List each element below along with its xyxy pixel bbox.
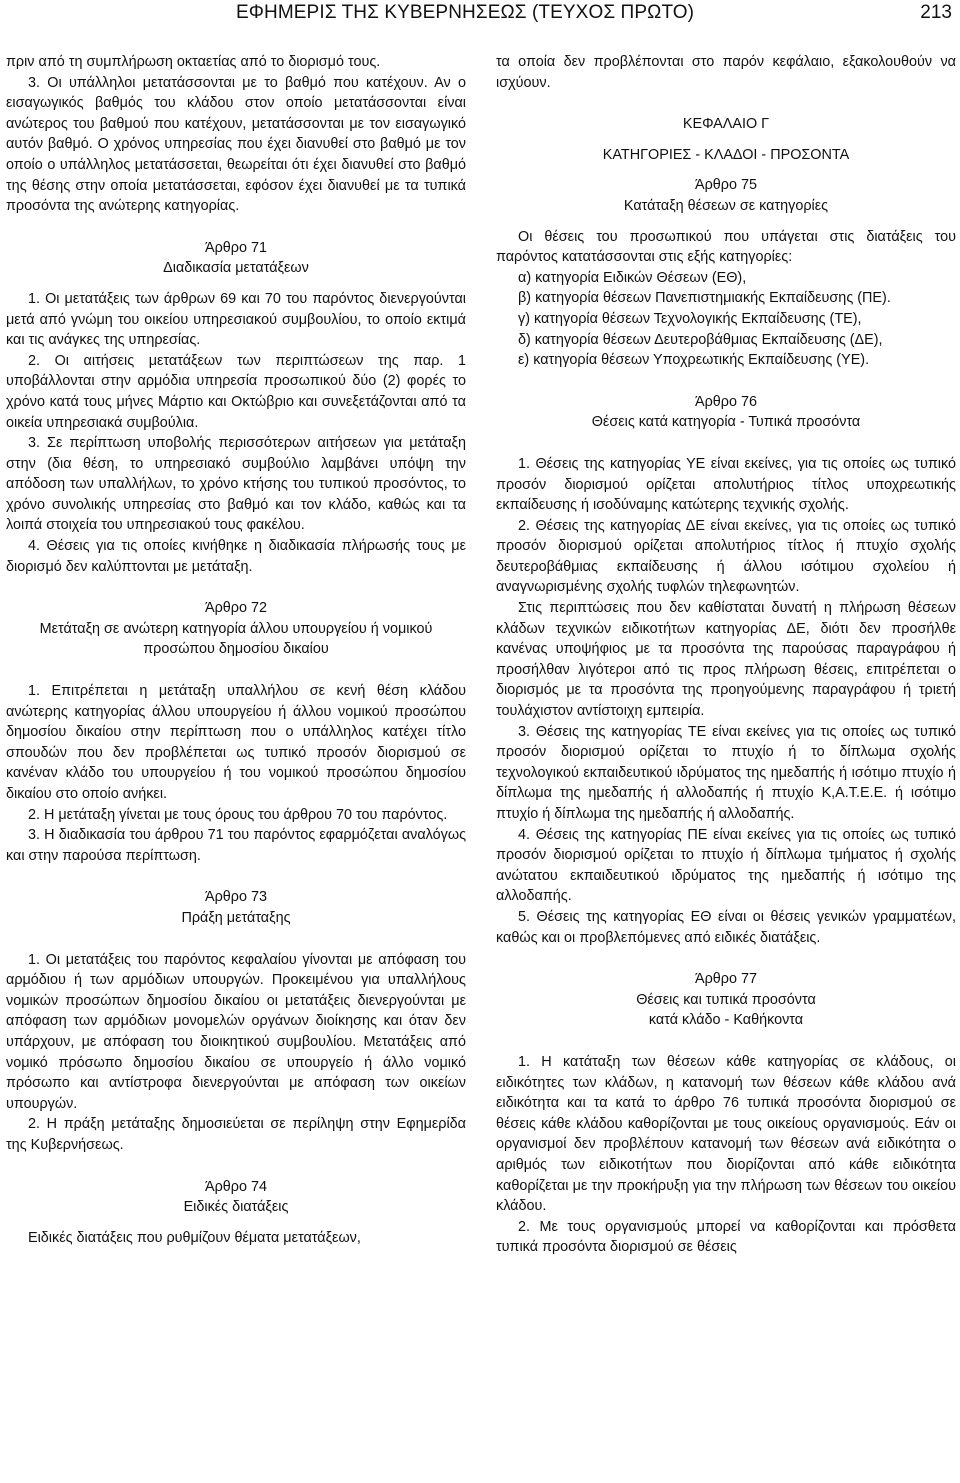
list-item: β) κατηγορία θέσεων Πανεπιστημιακής Εκπαίδευσης (ΠΕ). [518,290,891,307]
gazette-title: ΕΦΗΜΕΡΙΣ ΤΗΣ ΚΥΒΕΡΝΗΣΕΩΣ (ΤΕΥΧΟΣ ΠΡΩΤΟ) [236,2,695,23]
article-73-title: Άρθρο 73 [205,889,267,906]
paragraph: Στις περιπτώσεις που δεν καθίσταται δυνατή η πλήρωση θέσεων κλάδων τεχνικών ειδικοτήτων κατηγορίας ΔΕ, διότι δεν προσήλθε κανένας υποψήφιος με τα προσόντα της παρούσας παραγράφου ή προσήλθαν λιγότεροι από τις προς πλήρωση θέσεις, επιτρέπεται ο διορισμός με τα προσόντα της προηγούμενης παραγράφου ή τριετή τουλάχιστον αντίστοιχη εμπειρία. [496,600,956,720]
paragraph: τα οποία δεν προβλέπονται στο παρόν κεφάλαιο, εξακολουθούν να ισχύουν. [496,54,956,91]
paragraph: 2. Με τους οργανισμούς μπορεί να καθορίζονται και πρόσθετα τυπικά προσόντα διορισμού σε θέσεις [496,1218,956,1256]
article-74-subtitle: Ειδικές διατάξεις [183,1199,289,1216]
article-75-subtitle: Κατάταξη θέσεων σε κατηγορίες [623,197,829,214]
paragraph: 3. Θέσεις της κατηγορίας ΤΕ είναι εκείνες για τις οποίες ως τυπικό προσόν διορισμού ορίζεται το πτυχίο ή το δίπλωμα σχολής τεχνολογικού εκπαιδευτικού ιδρύματος της ημεδαπής ή ισότιμο πτυχίο ή δίπλωμα της ημεδαπής ή αλλοδαπής ή πτυχίο Κ,Α.Τ.Ε.Ε. ή ισότιμο πτυχίο ή δίπλωμα της ημεδαπής ή αλλοδαπής. [496,723,956,822]
paragraph: 3. Οι υπάλληλοι μετατάσσονται με το βαθμό που κατέχουν. Αν ο εισαγωγικός βαθμός του κλάδου στον οποίο μετατάσσονται είναι ανώτερος του βαθμού που κατέχουν, μετατάσσονται με τον εισαγωγικό αυτόν βαθμό. Ο χρόνος υπηρεσίας που έχει διανυθεί στο βαθμό με τον οποίο ο υπάλληλος μετατάσσεται, θεωρείται ότι έχει διανυθεί στο βαθμό της θέσης στην οποία μετατάσσεται, εφόσον έχει διανυθεί με τα τυπικά προσόντα της ανώτερης κατηγορίας. [6,74,466,215]
paragraph: 3. Σε περίπτωση υποβολής περισσότερων αιτήσεων για μετάταξη στην (δια θέση, το υπηρεσιακό συμβούλιο λαμβάνει υπόψη την απόδοση των υπαλλήλων, το χρόνο κτήσης του τυπικού προσόντος, το χρόνο συνολικής υπηρεσίας στο βαθμό και τον κλάδο, καθώς και τα λοιπά στοιχεία του υπηρεσιακού τους φακέλου. [6,435,466,534]
paragraph: Ειδικές διατάξεις που ρυθμίζουν θέματα μετατάξεων, [28,1229,361,1246]
article-72-title: Άρθρο 72 [205,600,267,617]
article-76-subtitle: Θέσεις κατά κατηγορία - Τυπικά προσόντα [591,414,861,431]
list-item: α) κατηγορία Ειδικών Θέσεων (ΕΘ), [518,269,747,286]
paragraph: 3. Η διαδικασία του άρθρου 71 του παρόντος εφαρμόζεται αναλόγως και στην παρούσα περίπτωση. [6,827,466,864]
chapter-heading: ΚΕΦΑΛΑΙΟ Γ [682,116,770,133]
article-77-subtitle: Θέσεις και τυπικά προσόντα [636,991,816,1008]
article-71-subtitle: Διαδικασία μετατάξεων [163,260,309,277]
paragraph: 1. Οι μετατάξεις των άρθρων 69 και 70 του παρόντος διενεργούνται μετά από γνώμη του οικείου υπηρεσιακού συμβουλίου, το οποίο εκτιμά και τις ανάγκες της υπηρεσίας. [6,290,466,349]
paragraph: 2. Η πράξη μετάταξης δημοσιεύεται σε περίληψη στην Εφημερίδα της Κυβερνήσεως. [6,1116,466,1153]
right-column [496,52,956,1258]
article-74-title: Άρθρο 74 [205,1178,267,1195]
article-77-title: Άρθρο 77 [695,971,757,988]
paragraph: 4. Θέσεις της κατηγορίας ΠΕ είναι εκείνες για τις οποίες ως τυπικό προσόν διορισμού ορίζεται το πτυχίο ή δίπλωμα τμήματος ή σχολής ανώτατου εκπαιδευτικού ιδρύματος της ημεδαπής ή ισότιμο της αλλοδαπής. [496,826,956,905]
article-73-subtitle: Πράξη μετάταξης [181,909,291,926]
left-column [6,52,466,1248]
paragraph: 1. Η κατάταξη των θέσεων κάθε κατηγορίας σε κλάδους, οι ειδικότητες των κλάδων, η κατανομή των θέσεων κάθε κλάδου ανά ειδικότητα και τα κατά το άρθρο 76 τυπικά προσόντα διορισμού σε θέσεις κάθε κλάδου καθορίζονται με τους οικείους οργανισμούς. Εάν οι οργανισμοί δεν προβλέπουν κατανομή των θέσεων ανά ειδικότητα ο αριθμός των ειδικοτήτων που διορίζονται από κάθε ειδικότητα καθορίζεται με την προκήρυξη για την πλήρωση των θέσεων του οικείου κλάδου. [496,1053,956,1215]
paragraph: πριν από τη συμπλήρωση οκταετίας από το διορισμό τους. [6,54,381,70]
list-item: γ) κατηγορία θέσεων Τεχνολογικής Εκπαίδευσης (ΤΕ), [518,310,862,327]
article-75-title: Άρθρο 75 [695,177,757,194]
paragraph: 2. Οι αιτήσεις μετατάξεων των περιπτώσεων της παρ. 1 υποβάλλονται στην αρμόδια υπηρεσία προσωπικού δύο (2) φορές το χρόνο κατά τους μήνες Μάρτιο και Οκτώβριο και συνεξετάζονται από τα οικεία υπηρεσιακά συμβούλια. [6,352,466,431]
paragraph: 2. Η μετάταξη γίνεται με τους όρους του άρθρου 70 του παρόντος. [28,806,448,823]
page-header [0,0,960,36]
page-number: 213 [920,2,952,23]
chapter-title: ΚΑΤΗΓΟΡΙΕΣ - ΚΛΑΔΟΙ - ΠΡΟΣΟΝΤΑ [602,146,850,163]
article-71-title: Άρθρο 71 [205,239,267,256]
paragraph: 1. Θέσεις της κατηγορίας ΥΕ είναι εκείνες, για τις οποίες ως τυπικό προσόν διορισμού ορίζεται απολυτήριος τίτλος υποχρεωτικής εκπαίδευσης ή ισοδύναμης κατώτερης τεχνικής σχολής. [496,455,956,514]
article-76-title: Άρθρο 76 [695,393,757,410]
paragraph: 2. Θέσεις της κατηγορίας ΔΕ είναι εκείνες, για τις οποίες ως τυπικό προσόν διορισμού ορίζεται απολυτήριος τίτλος ή πτυχίο σχολής δευτεροβάθμιας εκπαίδευσης ή άλλου ισότιμου σχολείου ή αναγνωρισμένης σχολής τυφλών τηλεφωνητών. [496,517,956,596]
list-item: δ) κατηγορία θέσεων Δευτεροβάθμιας Εκπαίδευσης (ΔΕ), [518,331,883,348]
article-77-subtitle: κατά κλάδο - Καθήκοντα [648,1012,804,1029]
paragraph: 1. Οι μετατάξεις του παρόντος κεφαλαίου γίνονται με απόφαση του αρμόδιου ή των αρμόδιων υπουργών. Προκειμένου για υπαλλήλους νομικών προσώπων δημοσίου δικαίου οι μετατάξεις διενεργούνται με απόφαση των αρμόδιων μονομελών οργάνων διοίκησης και όταν δεν υπάρχουν, με απόφαση του διοικητικού συμβουλίου. Μετατάξεις από νομικό πρόσωπο δημοσίου δικαίου σε υπουργείο ή άλλο νομικό πρόσωπο και αντίστροφα διενεργούνται με απόφαση των οικείων υπουργών. [6,951,466,1112]
paragraph: 5. Θέσεις της κατηγορίας ΕΘ είναι οι θέσεις γενικών γραμματέων, καθώς και οι προβλεπόμενες από ειδικές διατάξεις. [496,908,956,946]
paragraph: 1. Επιτρέπεται η μετάταξη υπαλλήλου σε κενή θέση κλάδου ανώτερης κατηγορίας άλλου υπουργείου ή άλλου νομικού προσώπου δημοσίου δικαίου στην περίπτωση που ο υπάλληλος κατέχει τίτλο σπουδών που δεν προβλέπεται ως τυπικό προσόν διορισμού σε κανέναν κλάδο του υπουργείου ή του νομικού προσώπου δημοσίου δικαίου στο οποίο ανήκει. [6,683,466,802]
list-item: ε) κατηγορία θέσεων Υποχρεωτικής Εκπαίδευσης (ΥΕ). [518,352,870,369]
paragraph: Οι θέσεις του προσωπικού που υπάγεται στις διατάξεις του παρόντος κατατάσσονται στις εξής κατηγορίες: [496,228,956,266]
article-72-subtitle: Μετάταξη σε ανώτερη κατηγορία άλλου υπουργείου ή νομικού προσώπου δημοσίου δικαίου [39,620,433,658]
paragraph: 4. Θέσεις για τις οποίες κινήθηκε η διαδικασία πλήρωσής τους με διορισμό δεν καλύπτονται με μετάταξη. [6,538,466,575]
